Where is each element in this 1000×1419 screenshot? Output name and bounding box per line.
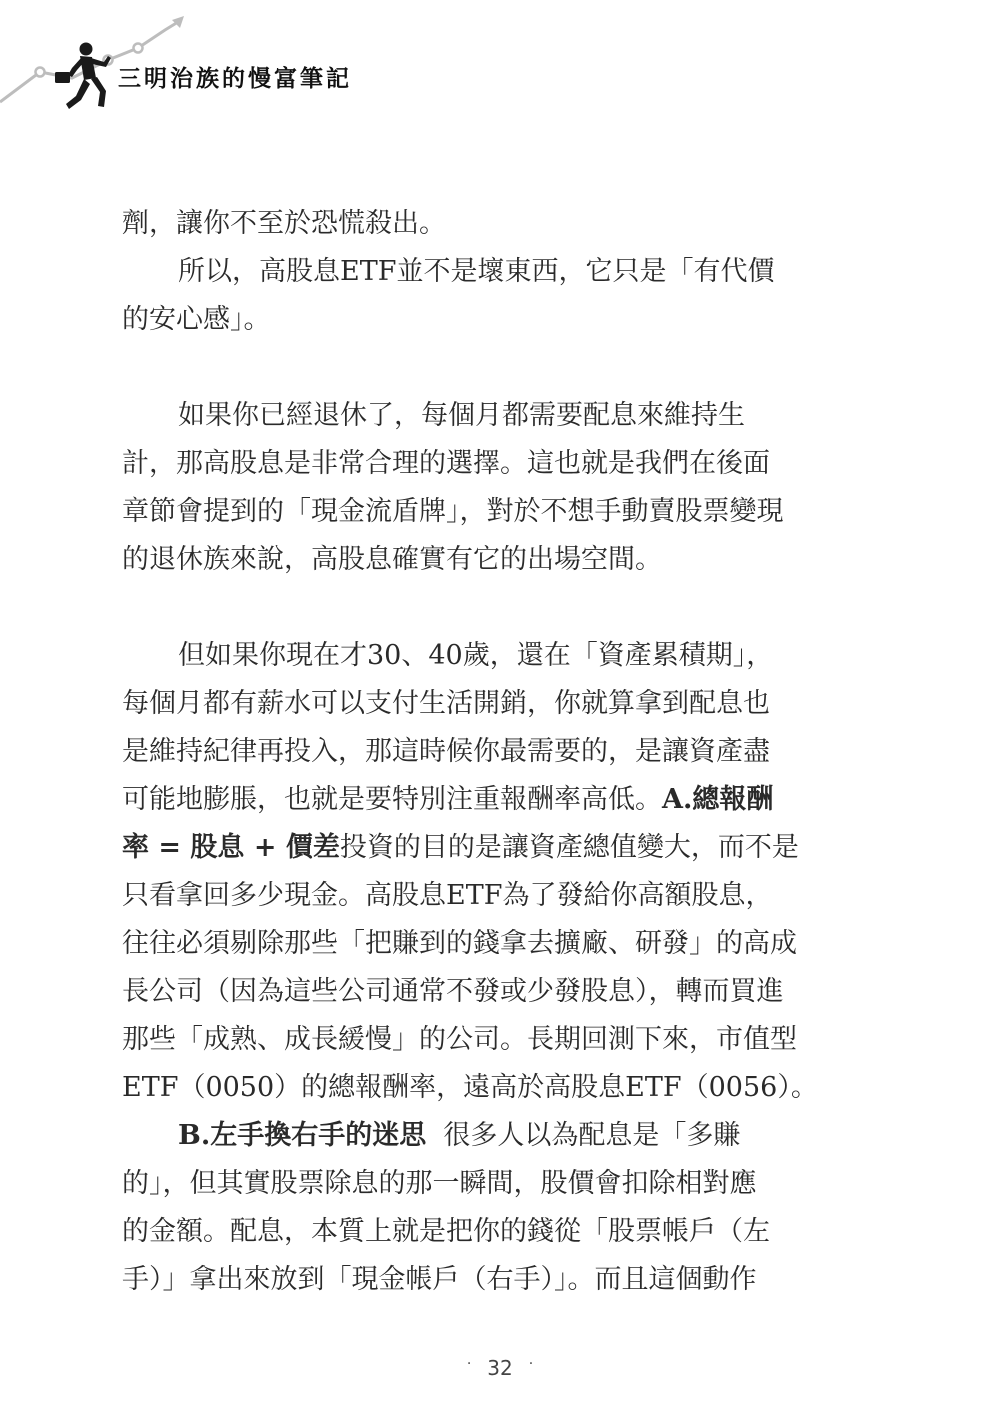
text-line	[122, 776, 832, 824]
text-line: 只看拿回多少現金。高股息ETF為了發給你高額股息，	[122, 880, 773, 911]
text-line: ETF（0050）的總報酬率，遠高於高股息ETF（0056）。	[122, 1072, 818, 1103]
bold-heading: 率 = 股息 + 價差	[122, 832, 340, 863]
text-line: 章節會提到的「現金流盾牌」，對於不想手動賣股票變現	[122, 496, 784, 527]
text-line: 手）」拿出來放到「現金帳戶（右手）」。而且這個動作	[122, 1264, 757, 1295]
text-line: 的安心感」。	[122, 304, 271, 335]
text-line	[122, 824, 832, 872]
running-businessman-icon	[55, 43, 111, 110]
text-line: 如果你已經退休了，每個月都需要配息來維持生	[178, 400, 745, 431]
text-run: 很多人以為配息是「多賺	[426, 1120, 741, 1151]
paragraph	[122, 392, 832, 584]
footer-dot: ·	[528, 1356, 534, 1372]
growth-node	[36, 68, 45, 77]
text-line: 的退休族來說，高股息確實有它的出場空間。	[122, 544, 662, 575]
text-run: 可能地膨脹，也就是要特別注重報酬率高低。	[122, 784, 662, 815]
text-line: 但如果你現在才30、40歲，還在「資產累積期」，	[178, 640, 774, 671]
text-line	[122, 1112, 832, 1160]
growth-node	[134, 44, 143, 53]
page-footer	[0, 1356, 1000, 1380]
bold-heading: A.總報酬	[662, 784, 774, 815]
paragraph	[122, 632, 832, 1112]
page-body	[122, 200, 832, 1304]
text-line: 是維持紀律再投入，那這時候你最需要的，是讓資產盡	[122, 736, 770, 767]
text-line: 往往必須剔除那些「把賺到的錢拿去擴廠、研發」的高成	[122, 928, 797, 959]
paragraph	[122, 200, 832, 248]
bold-heading: B.左手換右手的迷思	[178, 1120, 427, 1151]
text-line: 的」，但其實股票除息的那一瞬間，股價會扣除相對應	[122, 1168, 757, 1199]
text-run: 投資的目的是讓資產總值變大，而不是	[339, 832, 799, 863]
text-line: 長公司（因為這些公司通常不發或少發股息），轉而買進	[122, 976, 784, 1007]
text-line: 所以，高股息ETF並不是壞東西，它只是「有代價	[178, 256, 775, 287]
text-line: 每個月都有薪水可以支付生活開銷，你就算拿到配息也	[122, 688, 770, 719]
text-line: 的金額。配息，本質上就是把你的錢從「股票帳戶（左	[122, 1216, 770, 1247]
book-title: 三明治族的慢富筆記	[118, 66, 352, 92]
page-number: 32	[487, 1356, 513, 1380]
text-line: 那些「成熟、成長緩慢」的公司。長期回測下來，市值型	[122, 1024, 797, 1055]
paragraph	[122, 1112, 832, 1304]
footer-dot: ·	[466, 1356, 472, 1372]
paragraph	[122, 248, 832, 344]
text-line: 計，那高股息是非常合理的選擇。這也就是我們在後面	[122, 448, 770, 479]
text-line: 劑，讓你不至於恐慌殺出。	[122, 208, 446, 239]
